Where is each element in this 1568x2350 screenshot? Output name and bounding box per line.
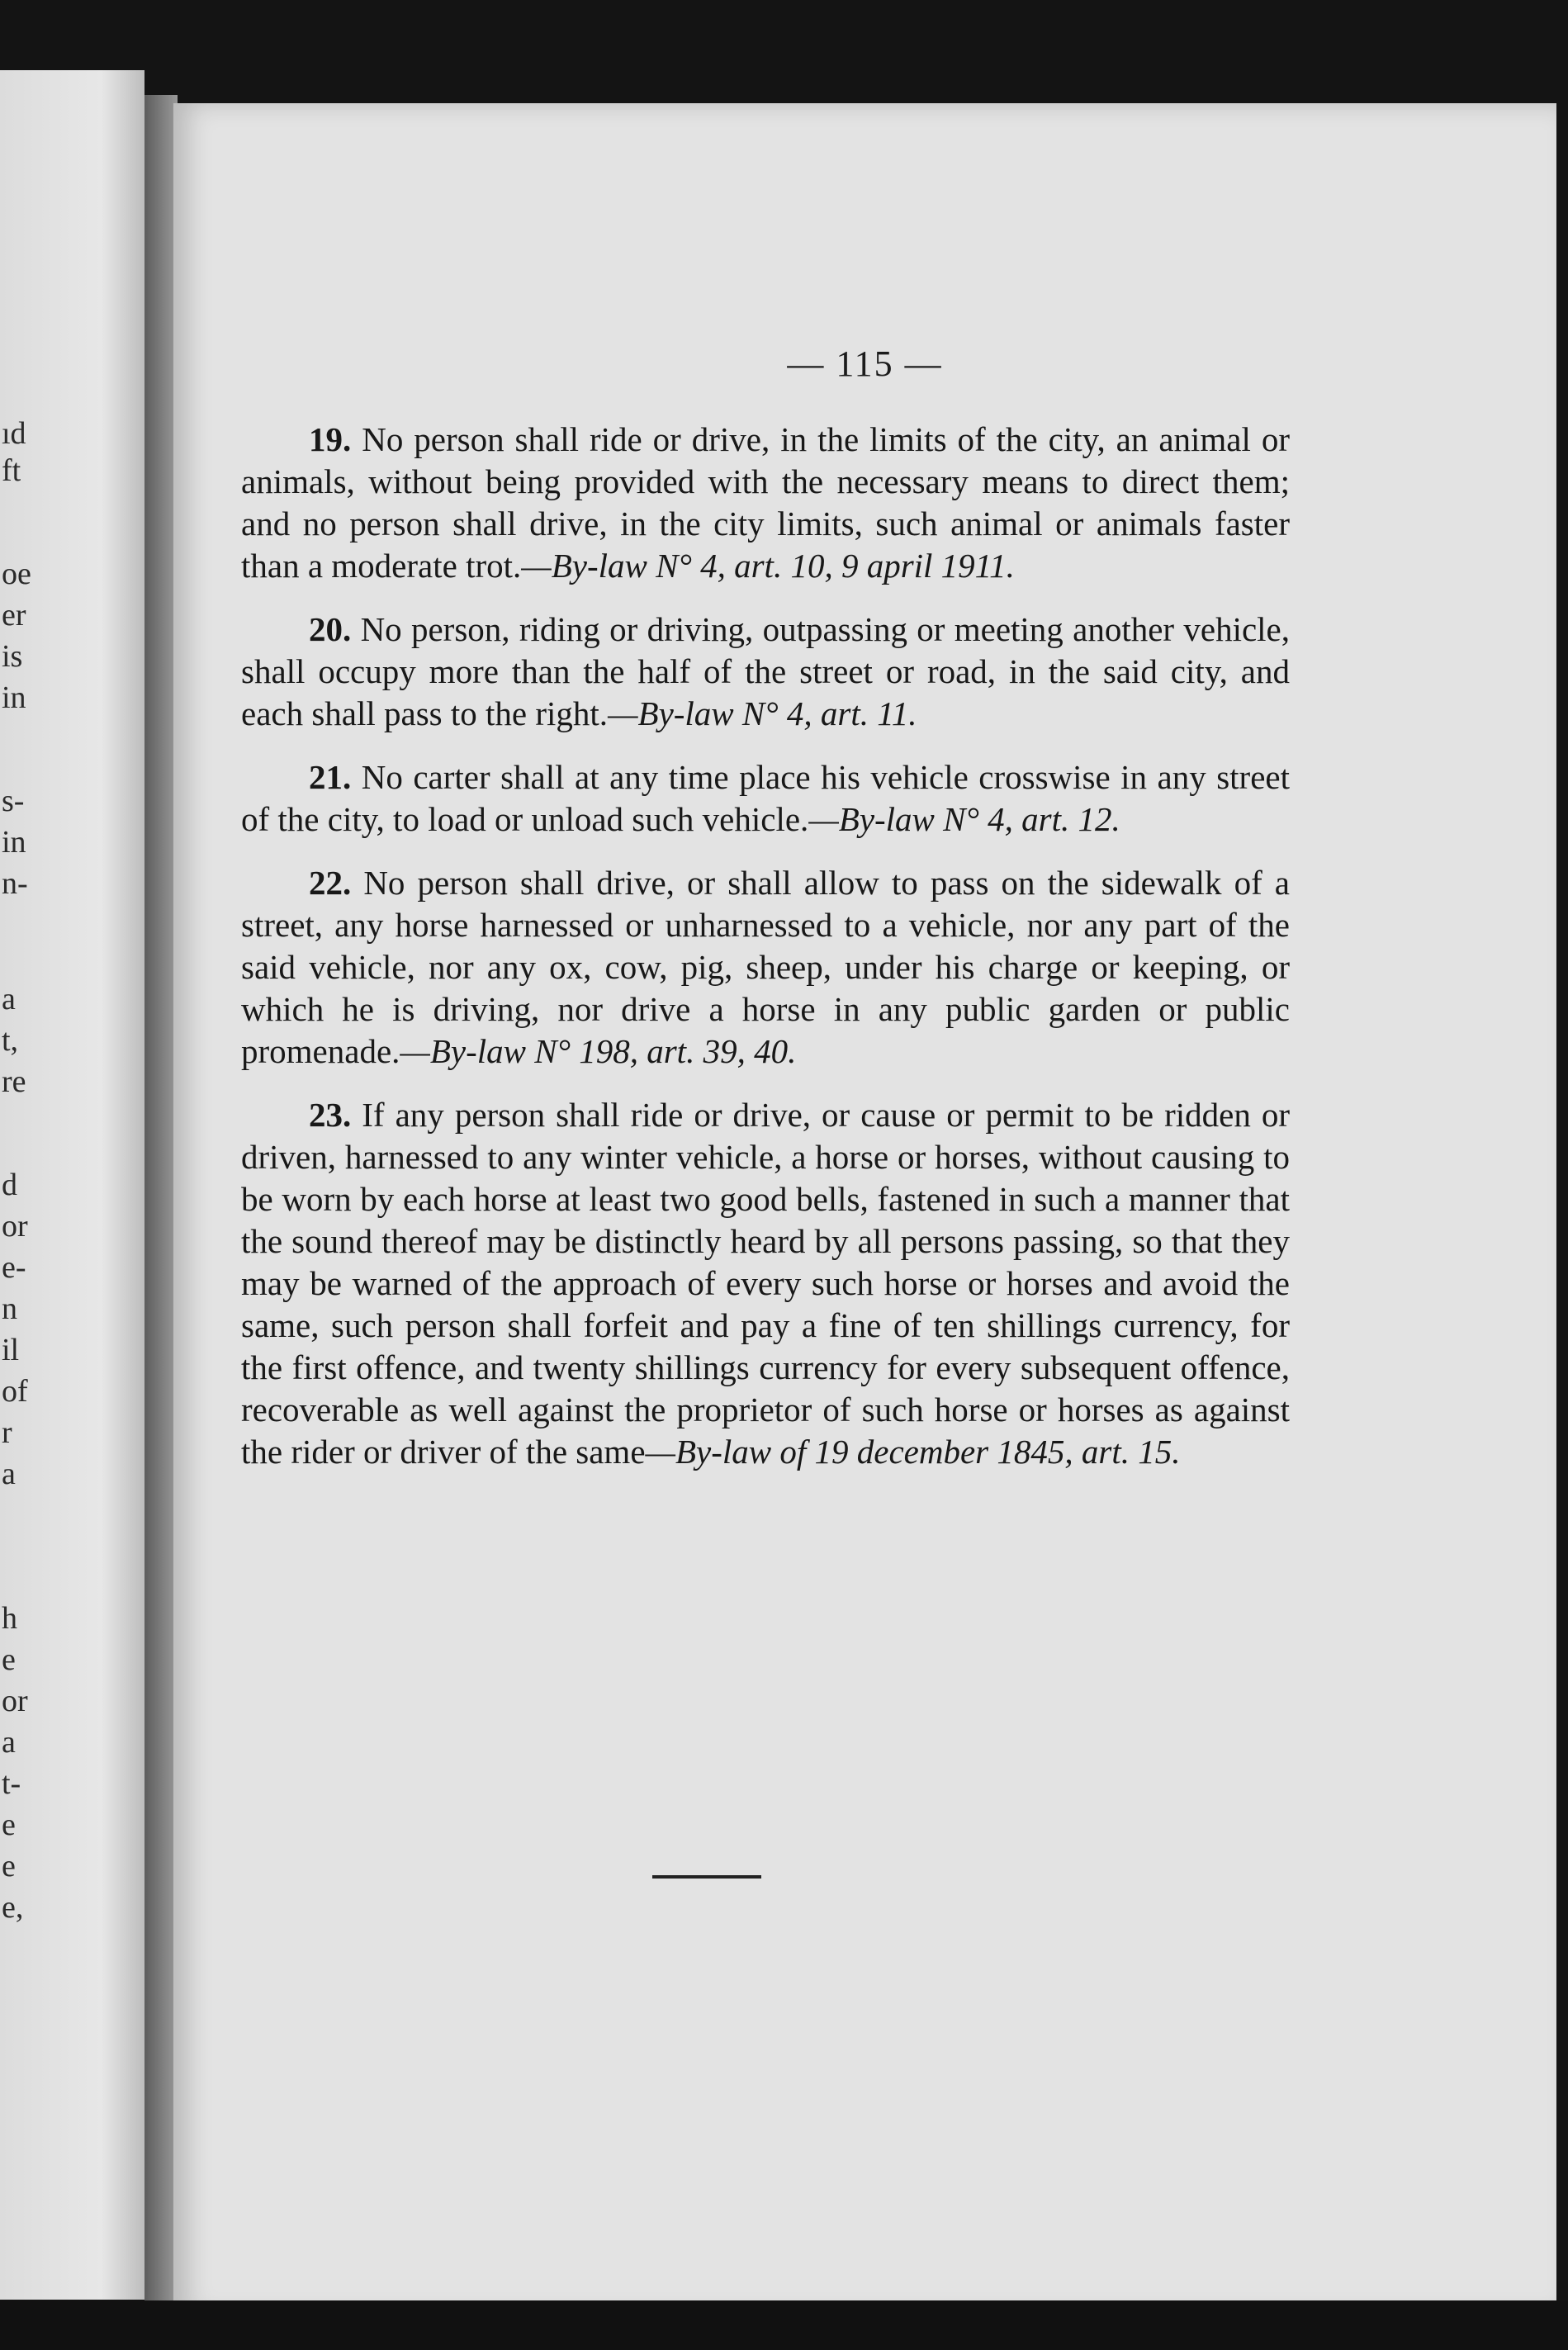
margin-fragment: e [2,1642,16,1677]
margin-fragment: a [2,982,16,1016]
left-page [0,70,144,2300]
margin-fragment: t, [2,1023,19,1058]
article-text: If any person shall ride or drive, or cause or permit to be ridden or driven, harnessed to any winter vehicle, a horse or horses, without causing to be worn by each horse at least two good bells, fastened in such a manner that the sound thereof may be distinctly heard by all persons passing, so that they may be warned of the approach of every such horse or horses and avoid the same, such person shall forfeit and pay a fine of ten shillings currency, for the first offence, and twenty shillings currency for every subsequent offence, recoverable as well against the proprietor of such horse or horses as against the rider or driver of the same [241,1096,1291,1471]
margin-fragment: h [2,1601,17,1636]
bylaw-reference: —By-law N° 4, art. 12. [808,800,1120,838]
book-gutter [144,95,178,2341]
article-text: No person, riding or driving, outpassing or meeting another vehicle, shall occupy more than the half of the street or road, in the said city, and each shall pass to the right. [241,610,1290,732]
margin-fragment: ıd [2,416,26,451]
margin-fragment: s- [2,784,25,818]
margin-fragment: e- [2,1250,26,1285]
margin-fragment: e [2,1849,16,1883]
margin-fragment: in [2,825,26,860]
book-page [173,103,1556,2316]
article-paragraph [241,419,1290,587]
margin-fragment: in [2,680,26,715]
margin-fragment: of [2,1374,28,1409]
margin-fragment: e [2,1808,16,1842]
margin-fragment: t- [2,1766,21,1801]
margin-fragment: or [2,1684,28,1718]
margin-fragment: e, [2,1890,24,1925]
article-text: No carter shall at any time place his vehicle crosswise in any street of the city, to load or unload such vehicle. [241,758,1290,838]
article-number: 23. [309,1096,352,1134]
margin-fragment: r [2,1415,12,1450]
article-paragraph [241,862,1290,1073]
margin-fragment: is [2,639,23,674]
article-paragraph [241,609,1290,735]
article-paragraph [241,1094,1290,1473]
margin-fragment: er [2,598,26,633]
scan-border [0,2300,1568,2350]
margin-fragment: a [2,1725,16,1760]
article-paragraph [241,756,1290,841]
margin-fragment: oe [2,557,31,591]
margin-fragment: n- [2,866,28,901]
bylaw-reference: —By-law N° 198, art. 39, 40. [400,1032,797,1070]
article-number: 20. [309,610,352,648]
bylaw-reference: —By-law N° 4, art. 11. [608,694,917,732]
bylaw-reference: —By-law of 19 december 1845, art. 15. [645,1433,1181,1471]
article-text: No person shall drive, or shall allow to pass on the sidewalk of a street, any horse harnessed or unharnessed to a vehicle, nor any part of the said vehicle, nor any ox, cow, pig, sheep, under his charge or keeping, or which he is driving, nor drive a horse in any public garden or public promenade. [241,864,1291,1070]
margin-fragment: ft [2,453,21,488]
page-number: — 115 — [787,343,943,384]
article-number: 22. [309,864,352,902]
margin-fragment: re [2,1064,26,1099]
margin-fragment: n [2,1291,17,1326]
article-number: 21. [309,758,352,796]
margin-fragment: il [2,1333,20,1367]
margin-fragment: or [2,1209,28,1244]
article-number: 19. [309,420,352,458]
margin-fragment: a [2,1457,16,1491]
page-text [241,419,1290,1495]
article-text: No person shall ride or drive, in the limits of the city, an animal or animals, without being provided with the necessary means to direct them; and no person shall drive, in the city limits, such animal or animals faster than a moderate trot. [241,420,1291,585]
section-end-rule [652,1875,761,1879]
margin-fragment: d [2,1168,17,1202]
bylaw-reference: —By-law N° 4, art. 10, 9 april 1911. [521,547,1015,585]
